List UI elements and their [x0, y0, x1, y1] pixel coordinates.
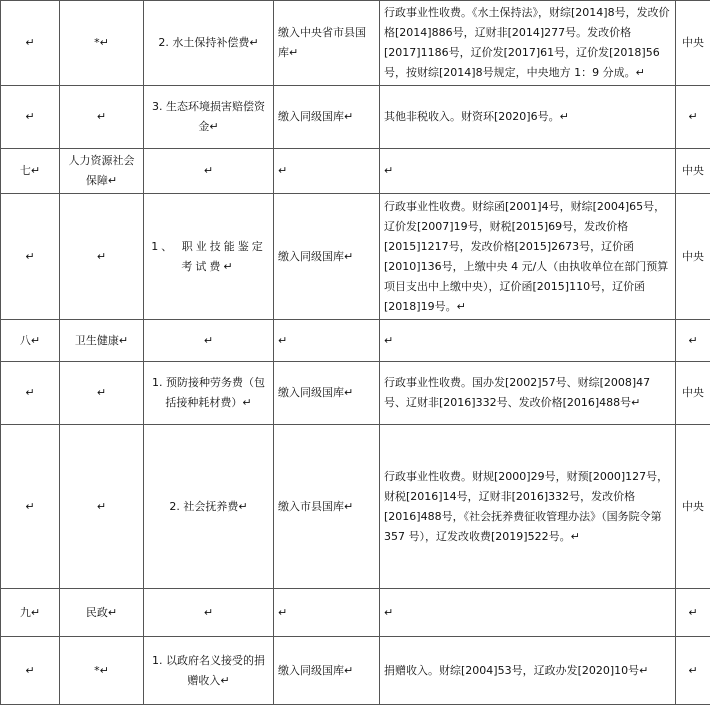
- cell-category: ↵: [60, 425, 144, 589]
- table-row: [1, 194, 710, 320]
- cell-item: ↵: [144, 589, 274, 637]
- cell-level: ↵: [676, 86, 710, 149]
- cell-item: 1、 职业技能鉴定考试费↵: [144, 194, 274, 320]
- cell-basis: 行政事业性收费。《水土保持法》，财综[2014]8号，发改价格[2014]886号，辽财非[2014]277号。发改价格[2017]1186号，辽价发[2017]61号，辽价发[2018]56号，按财综[2014]8号规定，中央地方 1：9 分成。↵: [380, 1, 676, 86]
- cell-seq: ↵: [1, 637, 60, 705]
- cell-treasury: 缴入同级国库↵: [274, 362, 380, 425]
- cell-seq: 七↵: [1, 149, 60, 194]
- cell-level: ↵: [676, 589, 710, 637]
- cell-basis: 行政事业性收费。财综函[2001]4号，财综[2004]65号，辽价发[2007]19号，财税[2015]69号，发改价格[2015]1217号，发改价格[2015]2673号，辽价函[2010]136号，上缴中央 4 元/人（由执收单位在部门预算项目支出中上缴中央），辽价函[2015]110号，辽价函[2018]19号。↵: [380, 194, 676, 320]
- cell-item: ↵: [144, 320, 274, 362]
- cell-item: 2. 社会抚养费↵: [144, 425, 274, 589]
- cell-treasury: ↵: [274, 320, 380, 362]
- cell-category: ↵: [60, 86, 144, 149]
- cell-level: 中央: [676, 1, 710, 86]
- cell-category: 民政↵: [60, 589, 144, 637]
- table-row: [1, 589, 710, 637]
- cell-category: ↵: [60, 194, 144, 320]
- cell-basis: ↵: [380, 149, 676, 194]
- cell-treasury: ↵: [274, 149, 380, 194]
- cell-category: 卫生健康↵: [60, 320, 144, 362]
- cell-seq: ↵: [1, 1, 60, 86]
- cell-level: 中央: [676, 194, 710, 320]
- table-row: [1, 149, 710, 194]
- cell-treasury: 缴入中央省市县国库↵: [274, 1, 380, 86]
- cell-item: 1. 以政府名义接受的捐赠收入↵: [144, 637, 274, 705]
- table-row: [1, 362, 710, 425]
- cell-seq: 八↵: [1, 320, 60, 362]
- cell-basis: ↵: [380, 320, 676, 362]
- table-row: [1, 320, 710, 362]
- cell-level: 中央: [676, 149, 710, 194]
- cell-basis: ↵: [380, 589, 676, 637]
- cell-item: ↵: [144, 149, 274, 194]
- cell-seq: 九↵: [1, 589, 60, 637]
- cell-treasury: 缴入同级国库↵: [274, 637, 380, 705]
- cell-level: ↵: [676, 637, 710, 705]
- cell-basis: 其他非税收入。财资环[2020]6号。↵: [380, 86, 676, 149]
- cell-seq: ↵: [1, 362, 60, 425]
- cell-treasury: 缴入同级国库↵: [274, 194, 380, 320]
- cell-item: 1. 预防接种劳务费（包括接种耗材费）↵: [144, 362, 274, 425]
- cell-level: ↵: [676, 320, 710, 362]
- cell-item: 3. 生态环境损害赔偿资金↵: [144, 86, 274, 149]
- cell-category: ↵: [60, 362, 144, 425]
- cell-treasury: 缴入市县国库↵: [274, 425, 380, 589]
- cell-category: *↵: [60, 1, 144, 86]
- cell-basis: 捐赠收入。财综[2004]53号，辽政办发[2020]10号↵: [380, 637, 676, 705]
- cell-treasury: ↵: [274, 589, 380, 637]
- cell-level: 中央: [676, 362, 710, 425]
- table-row: [1, 86, 710, 149]
- cell-item: 2. 水土保持补偿费↵: [144, 1, 274, 86]
- cell-basis: 行政事业性收费。财规[2000]29号，财预[2000]127号，财税[2016]14号，辽财非[2016]332号，发改价格[2016]488号，《社会抚养费征收管理办法》（国务院令第 357 号），辽发改收费[2019]522号。↵: [380, 425, 676, 589]
- cell-category: *↵: [60, 637, 144, 705]
- cell-level: 中央: [676, 425, 710, 589]
- cell-treasury: 缴入同级国库↵: [274, 86, 380, 149]
- cell-seq: ↵: [1, 86, 60, 149]
- cell-seq: ↵: [1, 425, 60, 589]
- cell-basis: 行政事业性收费。国办发[2002]57号、财综[2008]47号、辽财非[2016]332号、发改价格[2016]488号↵: [380, 362, 676, 425]
- cell-seq: ↵: [1, 194, 60, 320]
- table-row: [1, 425, 710, 589]
- cell-category: 人力资源社会保障↵: [60, 149, 144, 194]
- table-row: [1, 1, 710, 86]
- table-row: [1, 637, 710, 705]
